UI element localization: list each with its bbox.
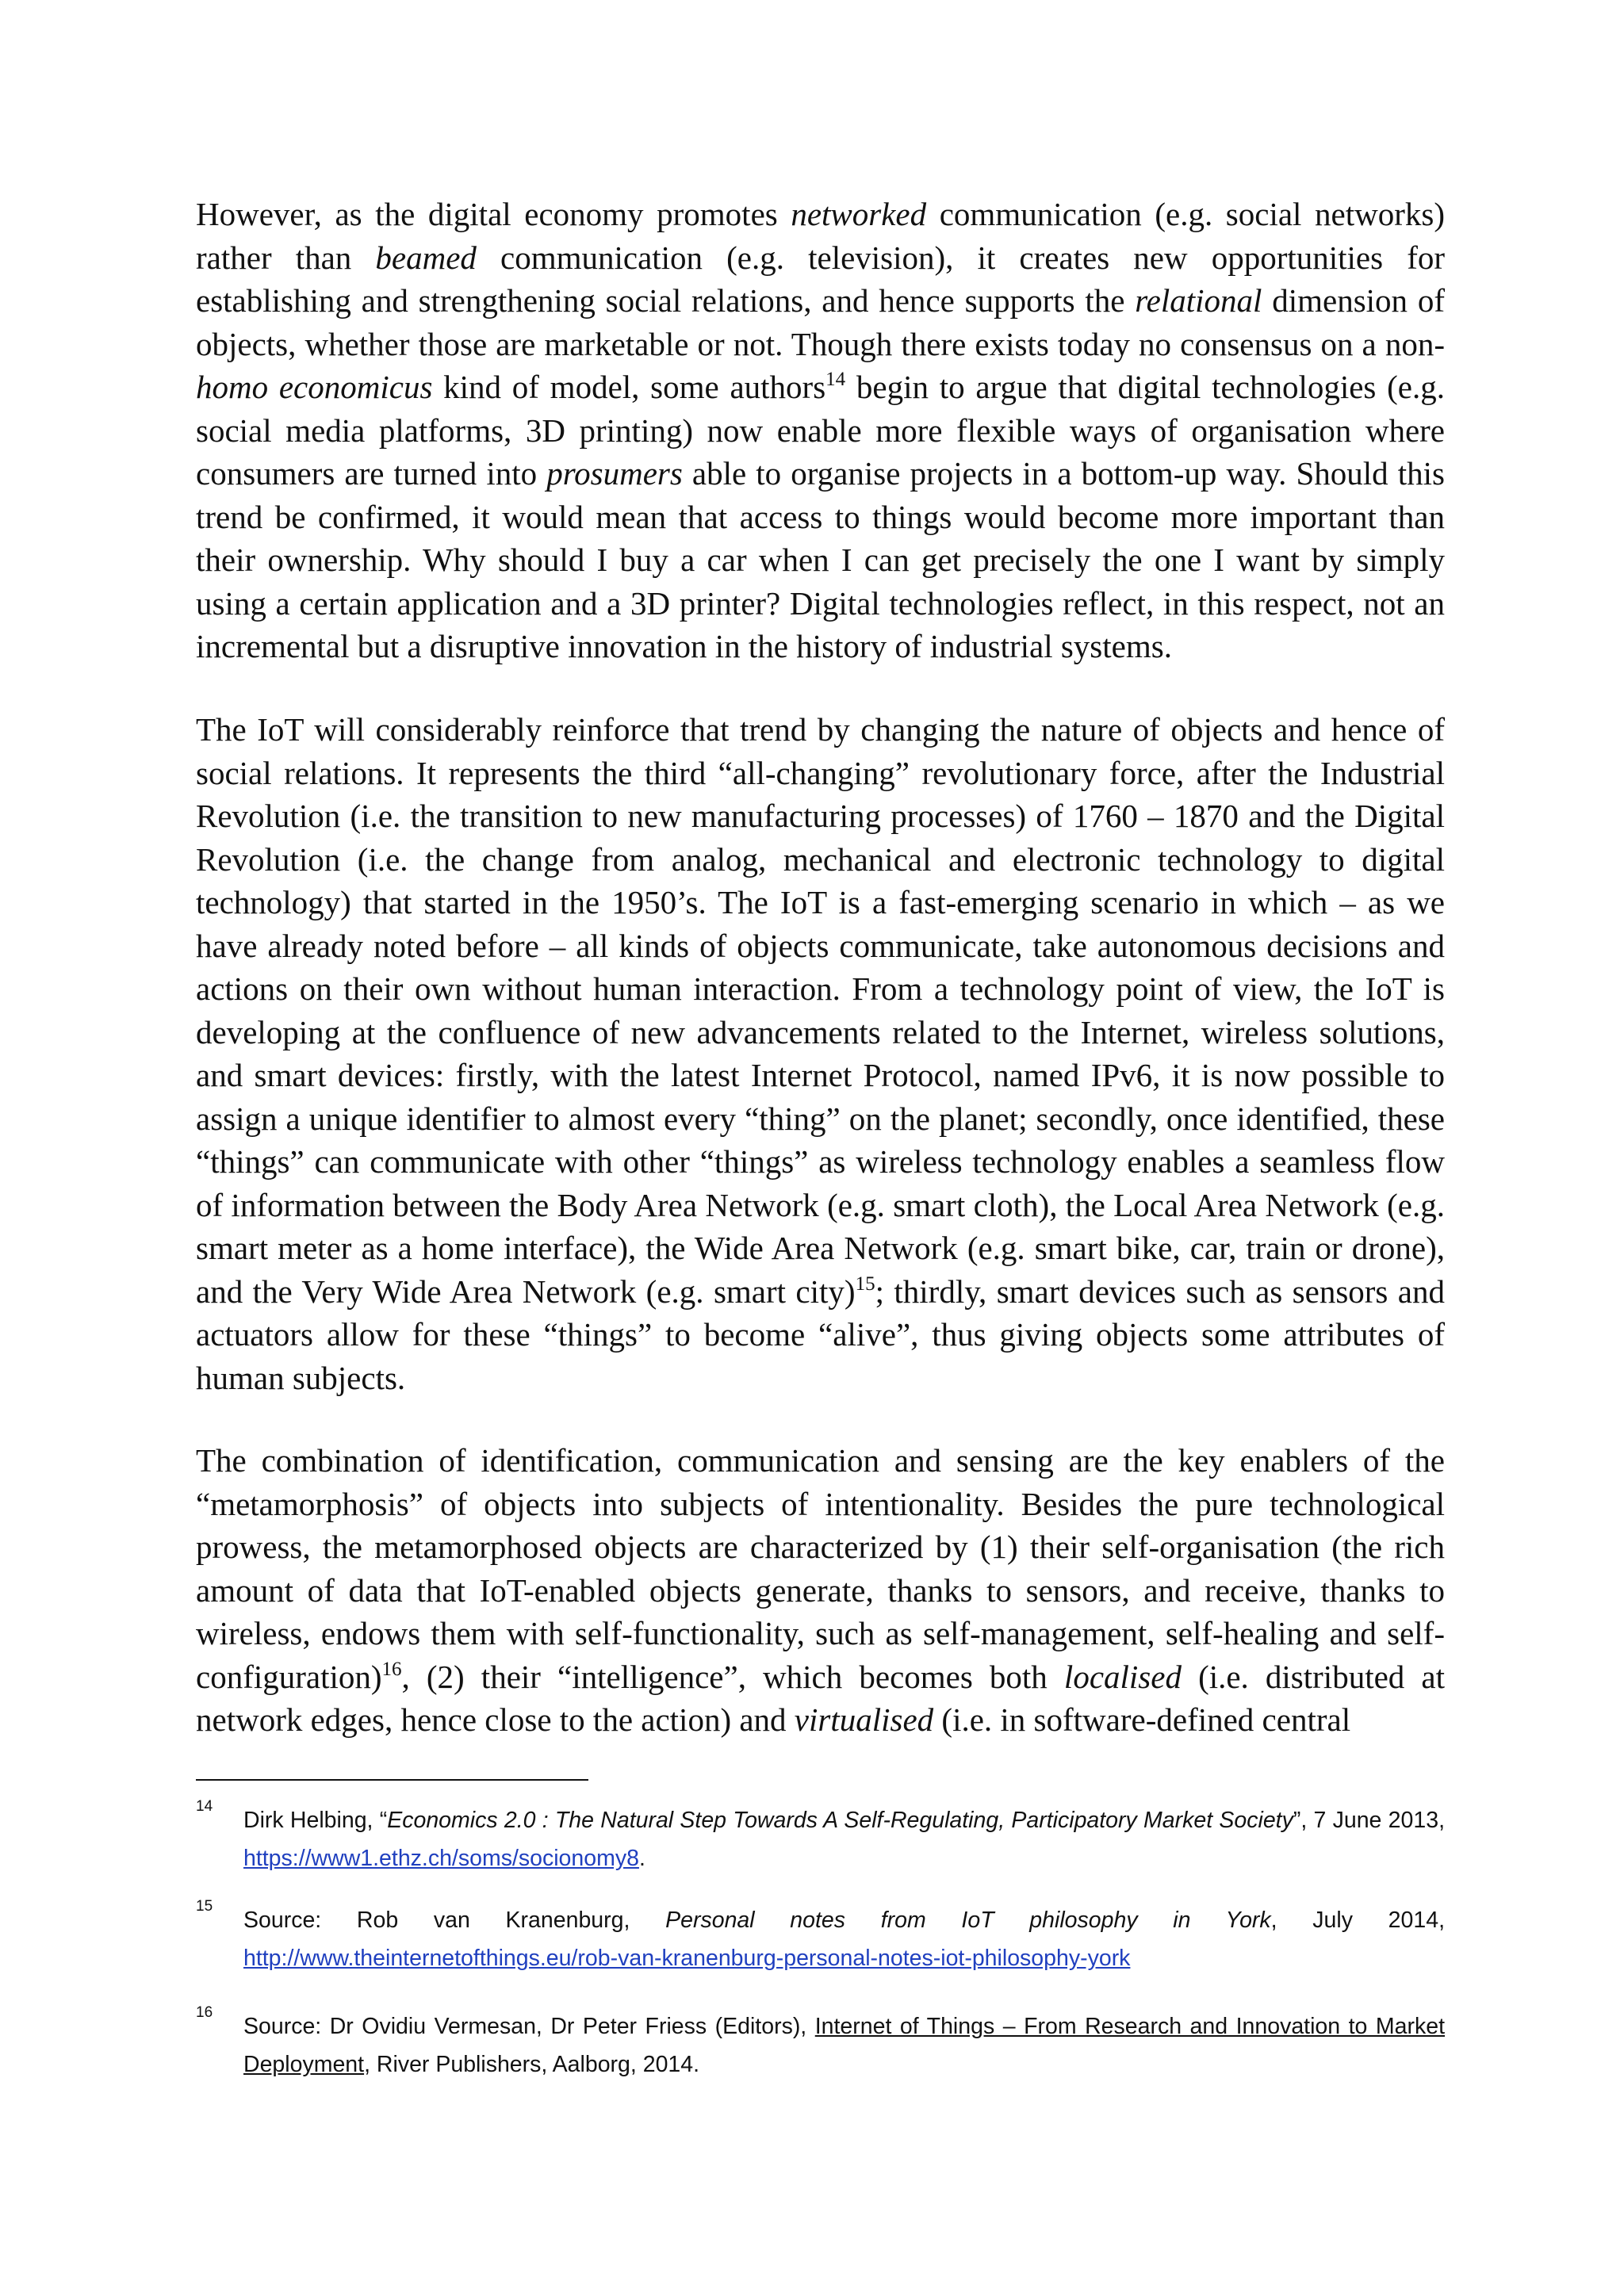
text-run: , July 2014,	[1270, 1908, 1445, 1933]
text-run: begin to argue that digital technologies (e.g. social media platforms, 3D printing) now enable more flexible ways of organisation where consumers are turned into	[196, 369, 1445, 492]
paragraph-2	[196, 708, 1445, 1399]
text-run: The combination of identification, communication and sensing are the key enablers of the “metamorphosis” of objects into subjects of intentionality. Besides the pure technological prowess, the metamorphosed objects are characterized by (1) their self-organisation (the rich amount of data that IoT-enabled objects generate, thanks to sensors, and receive, thanks to wireless, endows them with self-functionality, such as self-management, self-healing and self-configuration)	[196, 1442, 1445, 1695]
text-run: communication (e.g. social networks) rather than	[196, 196, 1445, 276]
text-run: , River Publishers, Aalborg, 2014.	[364, 2052, 700, 2077]
footnote-number: 15	[196, 1898, 213, 1915]
footnote-link[interactable]: http://www.theinternetofthings.eu/rob-van-kranenburg-personal-notes-iot-philosophy-york	[243, 1946, 1131, 1971]
text-run: ; thirdly, smart devices such as sensors and actuators allow for these “things” to become “alive”, thus giving objects some attributes of human subjects.	[196, 1272, 1445, 1396]
footnote-body	[243, 1801, 1445, 1877]
text-run: Dirk Helbing, “	[243, 1808, 388, 1833]
footnote-14	[196, 1798, 1445, 1877]
footnote-title: Personal notes from IoT philosophy in York	[665, 1908, 1271, 1933]
text-run: , (2) their “intelligence”, which becomes both	[401, 1658, 1064, 1695]
text-run: communication (e.g. television), it creates new opportunities for establishing and strengthening social relations, and hence supports the	[196, 239, 1445, 319]
paragraph-1	[196, 193, 1445, 668]
footnote-ref-14[interactable]: 14	[825, 369, 846, 390]
text-run: kind of model, some authors	[432, 369, 826, 405]
emphasis-relational: relational	[1135, 282, 1262, 319]
emphasis-networked: networked	[791, 196, 927, 232]
emphasis-homo-economicus: homo economicus	[196, 369, 433, 405]
emphasis-localised: localised	[1063, 1658, 1182, 1695]
footnote-ref-15[interactable]: 15	[855, 1272, 875, 1295]
text-run: ”, 7 June 2013,	[1293, 1808, 1445, 1833]
paragraph-3	[196, 1439, 1445, 1742]
emphasis-virtualised: virtualised	[794, 1701, 934, 1738]
footnote-number: 16	[196, 2004, 213, 2021]
text-run: (i.e. distributed at network edges, hence close to the action) and	[196, 1658, 1445, 1738]
text-run: Source: Dr Ovidiu Vermesan, Dr Peter Friess (Editors),	[243, 2014, 815, 2039]
footnote-16	[196, 2004, 1446, 2084]
footnote-number: 14	[196, 1798, 213, 1815]
text-run: able to organise projects in a bottom-up way. Should this trend be confirmed, it would mean that access to things would become more important than their ownership. Why should I buy a car when I can get precisely the one I want by simply using a certain application and a 3D printer? Digital technologies reflect, in this respect, not an incremental but a disruptive innovation in the history of industrial systems.	[196, 455, 1445, 664]
footnote-ref-16[interactable]: 16	[381, 1658, 402, 1680]
text-run: .	[638, 1846, 645, 1871]
text-run: Source: Rob van Kranenburg,	[243, 1908, 666, 1933]
footnote-title: Economics 2.0 : The Natural Step Towards A Self-Regulating, Participatory Market Society	[387, 1808, 1293, 1833]
emphasis-prosumers: prosumers	[546, 455, 683, 492]
emphasis-beamed: beamed	[375, 239, 477, 276]
footnote-body	[243, 2007, 1445, 2084]
text-run: However, as the digital economy promotes	[196, 196, 791, 232]
footnote-title: Internet of Things – From Research and Innovation to Market Deployment	[243, 2014, 1446, 2077]
footnote-link[interactable]: https://www1.ethz.ch/soms/socionomy8	[243, 1846, 639, 1871]
text-run: (i.e. in software-defined central	[933, 1701, 1351, 1738]
text-run: The IoT will considerably reinforce that trend by changing the nature of objects and hence of social relations. It represents the third “all-changing” revolutionary force, after the Industrial Revolution (i.e. the transition to new manufacturing processes) of 1760 – 1870 and the Digital Revolution (i.e. the change from analog, mechanical and electronic technology to digital technology) that started in the 1950’s. The IoT is a fast-emerging scenario in which – as we have already noted before – all kinds of objects communicate, take autonomous decisions and actions on their own without human interaction. From a technology point of view, the IoT is developing at the confluence of new advancements related to the Internet, wireless solutions, and smart devices: firstly, with the latest Internet Protocol, named IPv6, it is now possible to assign a unique identifier to almost every “thing” on the planet; secondly, once identified, these “things” can communicate with other “things” as wireless technology enables a seamless flow of information between the Body Area Network (e.g. smart cloth), the Local Area Network (e.g. smart meter as a home interface), the Wide Area Network (e.g. smart bike, car, train or drone), and the Very Wide Area Network (e.g. smart city)	[196, 711, 1445, 1310]
text-run: dimension of objects, whether those are marketable or not. Though there exists today no consensus on a non-	[196, 282, 1445, 362]
footnote-separator	[196, 1779, 588, 1781]
footnote-body	[243, 1901, 1445, 1977]
footnote-15	[196, 1898, 1445, 1977]
